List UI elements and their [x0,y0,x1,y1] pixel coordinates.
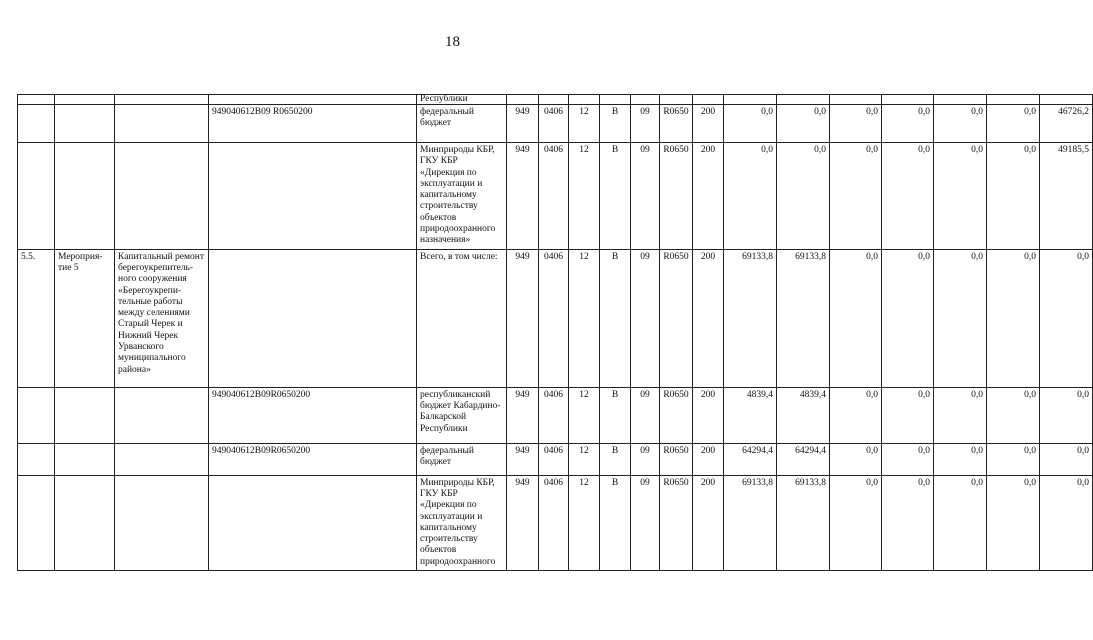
cell-value-7: 0,0 [1040,387,1093,443]
cell-budget-code [209,475,417,570]
cell-value-2: 4839,4 [777,387,830,443]
cell-value-2: 0,0 [777,143,830,250]
cell-direction [660,95,693,105]
cell-grbs: 949 [507,475,539,570]
cell-value-1: 69133,8 [724,475,777,570]
cell-funding-source: республиканский бюджет Кабардино-Балкарской Республики [417,387,507,443]
cell-grbs: 949 [507,249,539,387]
cell-funding-source: Минприроды КБР, ГКУ КБР «Дирекция по эксплуатации и капитальному строительству объектов природоохранного назначения» [417,143,507,250]
cell-vr: 200 [693,387,724,443]
cell-value-4: 0,0 [882,475,934,570]
cell-value-1: 4839,4 [724,387,777,443]
cell-number [18,443,55,475]
cell-number [18,143,55,250]
table-row [18,143,1093,250]
cell-object [115,443,209,475]
cell-value-7 [1040,95,1093,105]
cell-direction: R0650 [660,143,693,250]
cell-vr: 200 [693,443,724,475]
cell-funding-source: Всего, в том числе: [417,249,507,387]
cell-number [18,475,55,570]
cell-direction: R0650 [660,105,693,143]
cell-value-6: 0,0 [987,249,1040,387]
cell-value-5: 0,0 [934,105,987,143]
cell-value-6: 0,0 [987,475,1040,570]
cell-rzpr: 0406 [539,443,569,475]
cell-value-7: 0,0 [1040,249,1093,387]
cell-value-3 [830,95,882,105]
cell-value-5: 0,0 [934,387,987,443]
cell-value-2: 64294,4 [777,443,830,475]
cell-value-6: 0,0 [987,143,1040,250]
cell-direction: R0650 [660,475,693,570]
cell-funding-source: федеральный бюджет [417,443,507,475]
cell-budget-code [209,249,417,387]
cell-direction: R0650 [660,387,693,443]
cell-direction: R0650 [660,249,693,387]
cell-value-3: 0,0 [830,105,882,143]
budget-table-body [18,95,1093,571]
cell-rzpr: 0406 [539,387,569,443]
table-row [18,443,1093,475]
cell-subprogram [600,95,631,105]
cell-value-2: 69133,8 [777,475,830,570]
cell-value-6 [987,95,1040,105]
cell-budget-code [209,95,417,105]
cell-value-2: 69133,8 [777,249,830,387]
cell-vr: 200 [693,143,724,250]
cell-value-6: 0,0 [987,387,1040,443]
cell-value-5: 0,0 [934,249,987,387]
cell-budget-code: 949040612В09R0650200 [209,443,417,475]
table-row [18,105,1093,143]
cell-direction: R0650 [660,443,693,475]
cell-program: 12 [569,387,600,443]
cell-value-1: 69133,8 [724,249,777,387]
cell-value-6: 0,0 [987,105,1040,143]
cell-event [55,443,115,475]
cell-event-code: 09 [631,387,660,443]
cell-event [55,143,115,250]
budget-table [17,94,1093,571]
cell-value-4: 0,0 [882,143,934,250]
cell-vr [693,95,724,105]
cell-value-4: 0,0 [882,249,934,387]
cell-funding-source: Республики [417,95,507,105]
table-row [18,387,1093,443]
cell-value-1: 0,0 [724,143,777,250]
cell-program: 12 [569,105,600,143]
cell-value-7: 46726,2 [1040,105,1093,143]
cell-program: 12 [569,143,600,250]
cell-grbs: 949 [507,143,539,250]
cell-object [115,105,209,143]
cell-vr: 200 [693,475,724,570]
cell-funding-source: федеральный бюджет [417,105,507,143]
cell-program [569,95,600,105]
cell-grbs: 949 [507,105,539,143]
cell-funding-source: Минприроды КБР, ГКУ КБР «Дирекция по эксплуатации и капитальному строительству объектов природоохранного [417,475,507,570]
table-row [18,95,1093,105]
cell-event-code [631,95,660,105]
cell-value-1 [724,95,777,105]
cell-value-5 [934,95,987,105]
cell-subprogram: В [600,387,631,443]
cell-object [115,475,209,570]
cell-value-4: 0,0 [882,387,934,443]
cell-event: Мероприя-тие 5 [55,249,115,387]
cell-object [115,387,209,443]
cell-vr: 200 [693,105,724,143]
cell-value-4 [882,95,934,105]
cell-event [55,387,115,443]
cell-object: Капитальный ремонт берегоукрепитель-ного сооружения «Берегоукрепи-тельные работы между селениями Старый Черек и Нижний Черек Урванского муниципального района» [115,249,209,387]
cell-grbs: 949 [507,443,539,475]
cell-value-4: 0,0 [882,443,934,475]
page-number: 18 [445,34,460,50]
cell-program: 12 [569,475,600,570]
cell-value-5: 0,0 [934,475,987,570]
cell-object [115,95,209,105]
cell-value-5: 0,0 [934,443,987,475]
cell-value-1: 0,0 [724,105,777,143]
cell-subprogram: В [600,143,631,250]
cell-event-code: 09 [631,443,660,475]
cell-event-code: 09 [631,475,660,570]
cell-rzpr: 0406 [539,475,569,570]
cell-subprogram: В [600,443,631,475]
cell-value-4: 0,0 [882,105,934,143]
cell-rzpr: 0406 [539,143,569,250]
cell-budget-code: 949040612В09R0650200 [209,387,417,443]
table-row [18,249,1093,387]
cell-subprogram: В [600,475,631,570]
cell-number: 5.5. [18,249,55,387]
cell-value-3: 0,0 [830,387,882,443]
cell-value-5: 0,0 [934,143,987,250]
cell-value-7: 49185,5 [1040,143,1093,250]
cell-number [18,387,55,443]
cell-event [55,475,115,570]
cell-event-code: 09 [631,105,660,143]
cell-value-7: 0,0 [1040,475,1093,570]
cell-event-code: 09 [631,249,660,387]
cell-value-3: 0,0 [830,249,882,387]
cell-value-1: 64294,4 [724,443,777,475]
cell-value-2 [777,95,830,105]
cell-value-6: 0,0 [987,443,1040,475]
cell-subprogram: В [600,105,631,143]
cell-grbs [507,95,539,105]
cell-number [18,105,55,143]
cell-event-code: 09 [631,143,660,250]
cell-number [18,95,55,105]
cell-value-2: 0,0 [777,105,830,143]
cell-budget-code [209,143,417,250]
cell-rzpr: 0406 [539,105,569,143]
cell-program: 12 [569,443,600,475]
table-row [18,475,1093,570]
cell-rzpr: 0406 [539,249,569,387]
cell-budget-code: 949040612В09 R0650200 [209,105,417,143]
cell-vr: 200 [693,249,724,387]
cell-program: 12 [569,249,600,387]
cell-grbs: 949 [507,387,539,443]
cell-rzpr [539,95,569,105]
cell-value-7: 0,0 [1040,443,1093,475]
cell-event [55,95,115,105]
cell-object [115,143,209,250]
cell-value-3: 0,0 [830,443,882,475]
cell-event [55,105,115,143]
cell-value-3: 0,0 [830,143,882,250]
cell-subprogram: В [600,249,631,387]
cell-value-3: 0,0 [830,475,882,570]
